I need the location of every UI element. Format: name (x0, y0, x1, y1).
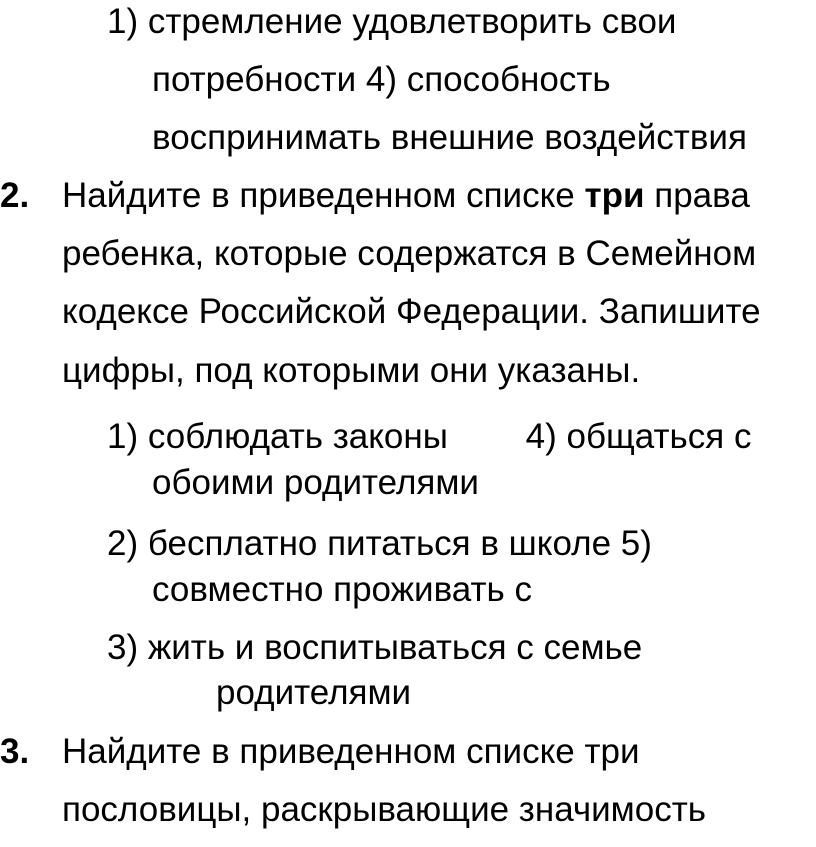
q2-option-3-continued: родителями (216, 673, 412, 712)
q1-option-line-3: воспринимать внешние воздействия (152, 118, 747, 157)
q2-text-line-1 (62, 176, 750, 216)
q2-option-2-5: 2) бесплатно питаться в школе 5) (107, 524, 652, 563)
q3-text-line-1: Найдите в приведенном списке три (62, 732, 640, 771)
q2-option-5-continued: совместно проживать с (152, 570, 532, 609)
q1-option-line-2: потребности 4) способность (152, 60, 611, 99)
q2-emphasis-three: три (584, 176, 645, 215)
q2-text-line-1-after: права (644, 176, 750, 215)
q2-text-line-4: цифры, под которыми они указаны. (62, 351, 641, 390)
q2-option-4-continued: обоими родителями (152, 463, 479, 502)
q2-option-3: 3) жить и воспитываться с семье (107, 628, 643, 667)
q3-number: 3. (0, 732, 30, 771)
q2-text-line-1-before: Найдите в приведенном списке (62, 176, 585, 215)
q3-text-line-2: пословицы, раскрывающие значимость (62, 790, 706, 829)
q2-option-1-4: 1) соблюдать законы 4) общаться с (107, 417, 752, 456)
q1-option-line-1: 1) стремление удовлетворить свои (107, 2, 677, 41)
q2-text-line-3: кодексе Российской Федерации. Запишите (62, 292, 761, 331)
q2-number: 2. (0, 176, 30, 215)
q2-text-line-2: ребенка, которые содержатся в Семейном (62, 234, 757, 273)
